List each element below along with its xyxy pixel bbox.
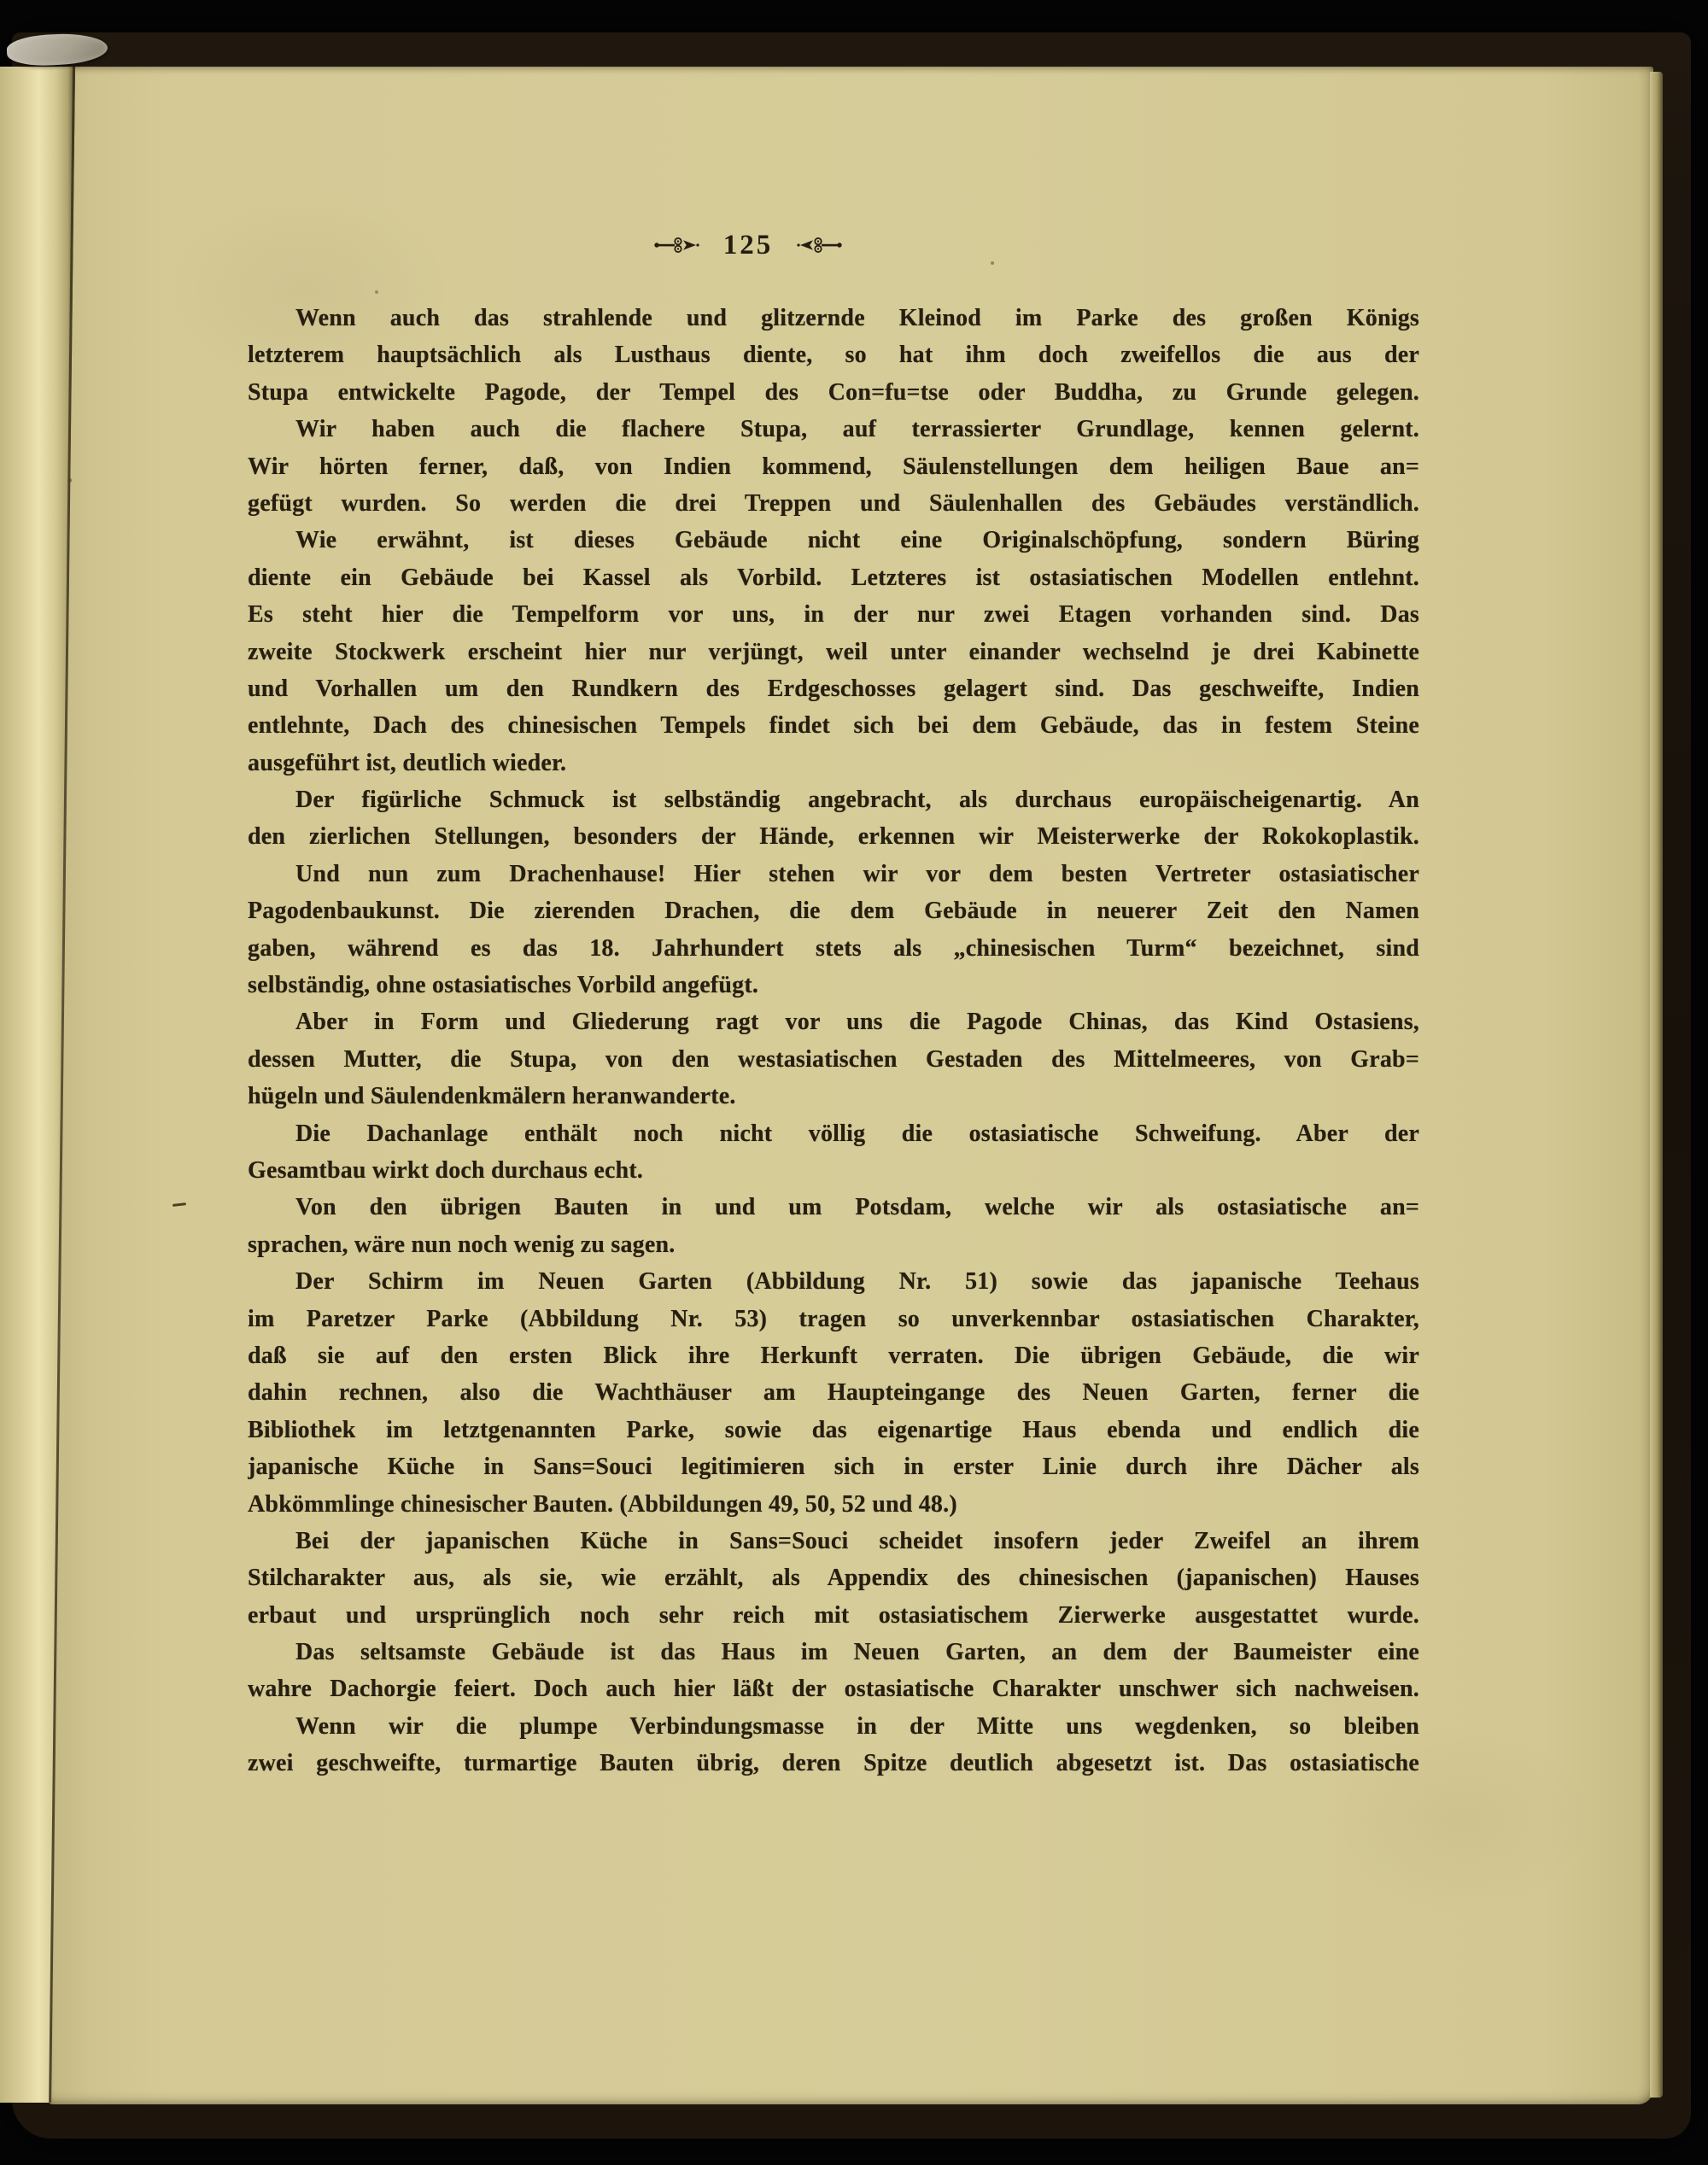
text-line: Und nun zum Drachenhause! Hier stehen wir vor dem besten Vertreter ostasiatischer — [295, 860, 1419, 887]
text-line: zweite Stockwerk erscheint hier nur verjüngt, weil unter einander wechselnd je drei Kabinette — [248, 638, 1419, 665]
book-page — [48, 67, 1653, 2104]
text-line: Bei der japanischen Küche in Sans=Souci scheidet insofern jeder Zweifel an ihrem — [295, 1527, 1419, 1554]
scan-speck — [375, 290, 378, 294]
text-line: Abkömmlinge chinesischer Bauten. (Abbildungen 49, 50, 52 und 48.) — [248, 1490, 957, 1518]
text-line: daß sie auf den ersten Blick ihre Herkunft verraten. Die übrigen Gebäude, die wir — [248, 1342, 1419, 1369]
text-line: Stupa entwickelte Pagode, der Tempel des Con=fu=tse oder Buddha, zu Grunde gelegen. — [248, 378, 1419, 406]
page-number: 125 — [722, 230, 774, 260]
fleuron-right-icon — [795, 234, 843, 256]
text-line: erbaut und ursprünglich noch sehr reich mit ostasiatischem Zierwerke ausgestattet wurde. — [248, 1601, 1419, 1629]
text-line: dahin rechnen, also die Wachthäuser am Haupteingange des Neuen Garten, ferner die — [248, 1379, 1419, 1407]
text-line: wahre Dachorgie feiert. Doch auch hier läßt der ostasiatische Charakter unschwer sich nachweisen. — [248, 1676, 1419, 1703]
scan-speck — [67, 478, 72, 483]
text-line: im Paretzer Parke (Abbildung Nr. 53) tragen so unverkennbar ostasiatischen Charakter, — [248, 1305, 1419, 1332]
text-line: Wenn auch das strahlende und glitzernde Kleinod im Parke des großen Königs — [295, 305, 1419, 331]
text-line: Wenn wir die plumpe Verbindungsmasse in der Mitte uns wegdenken, so bleiben — [295, 1712, 1419, 1740]
text-line: dessen Mutter, die Stupa, von den westasiatischen Gestaden des Mittelmeeres, von Grab= — [248, 1045, 1419, 1073]
text-line: japanische Küche in Sans=Souci legitimieren sich in erster Linie durch ihre Dächer als — [248, 1454, 1419, 1481]
text-line: sprachen, wäre nun noch wenig zu sagen. — [248, 1231, 676, 1258]
text-line: Wie erwähnt, ist dieses Gebäude nicht eine Originalschöpfung, sondern Büring — [295, 527, 1419, 554]
text-line: zwei geschweifte, turmartige Bauten übrig, deren Spitze deutlich abgesetzt ist. Das ostasiatische — [248, 1750, 1419, 1777]
text-line: ausgeführt ist, deutlich wieder. — [248, 749, 567, 776]
text-line: letzterem hauptsächlich als Lusthaus diente, so hat ihm doch zweifellos die aus der — [248, 342, 1419, 369]
text-line: Die Dachanlage enthält noch nicht völlig die ostasiatische Schweifung. Aber der — [295, 1120, 1419, 1147]
text-line: hügeln und Säulendenkmälern heranwanderte. — [248, 1083, 736, 1110]
text-line: Gesamtbau wirkt doch durchaus echt. — [248, 1156, 644, 1184]
text-line: Der figürliche Schmuck ist selbständig angebracht, als durchaus europäischeigenartig. An — [295, 787, 1419, 814]
text-line: den zierlichen Stellungen, besonders der Hände, erkennen wir Meisterwerke der Rokokoplastik. — [248, 823, 1419, 851]
text-line: Pagodenbaukunst. Die zierenden Drachen, die dem Gebäude in neuerer Zeit den Namen — [248, 898, 1419, 925]
text-line: Das seltsamste Gebäude ist das Haus im Neuen Garten, an dem der Baumeister eine — [295, 1639, 1419, 1666]
scan-speck — [173, 1202, 186, 1207]
page-block-edge — [1650, 72, 1663, 2098]
text-line: Von den übrigen Bauten in und um Potsdam, welche wir als ostasiatische an= — [295, 1194, 1419, 1221]
text-line: Wir hörten ferner, daß, von Indien kommend, Säulenstellungen dem heiligen Baue an= — [248, 453, 1419, 480]
text-line: gaben, während es das 18. Jahrhundert stets als „chinesischen Turm“ bezeichnet, sind — [248, 934, 1419, 962]
scan-speck — [991, 261, 994, 265]
text-line: entlehnte, Dach des chinesischen Tempels findet sich bei dem Gebäude, das in festem Steine — [248, 712, 1419, 740]
text-line: Es steht hier die Tempelform vor uns, in der nur zwei Etagen vorhanden sind. Das — [248, 601, 1419, 629]
page-header — [577, 225, 919, 265]
text-line: selbständig, ohne ostasiatisches Vorbild angefügt. — [248, 972, 759, 999]
text-line: Wir haben auch die flachere Stupa, auf terrassierter Grundlage, kennen gelernt. — [295, 416, 1419, 443]
text-line: Der Schirm im Neuen Garten (Abbildung Nr. 51) sowie das japanische Teehaus — [295, 1268, 1419, 1296]
text-line: diente ein Gebäude bei Kassel als Vorbild. Letzteres ist ostasiatischen Modellen entlehnt. — [248, 564, 1419, 591]
fleuron-left-icon — [653, 234, 701, 256]
page-text — [248, 300, 1419, 1782]
text-line: und Vorhallen um den Rundkern des Erdgeschosses gelagert sind. Das geschweifte, Indien — [248, 675, 1419, 702]
text-line: Bibliothek im letztgenannten Parke, sowie das eigenartige Haus ebenda und endlich die — [248, 1416, 1419, 1443]
text-line: Stilcharakter aus, als sie, wie erzählt, als Appendix des chinesischen (japanischen) Hauses — [248, 1565, 1419, 1592]
text-line: gefügt wurden. So werden die drei Treppen und Säulenhallen des Gebäudes verständlich. — [248, 489, 1419, 517]
text-line: Aber in Form und Gliederung ragt vor uns die Pagode Chinas, das Kind Ostasiens, — [295, 1009, 1419, 1036]
